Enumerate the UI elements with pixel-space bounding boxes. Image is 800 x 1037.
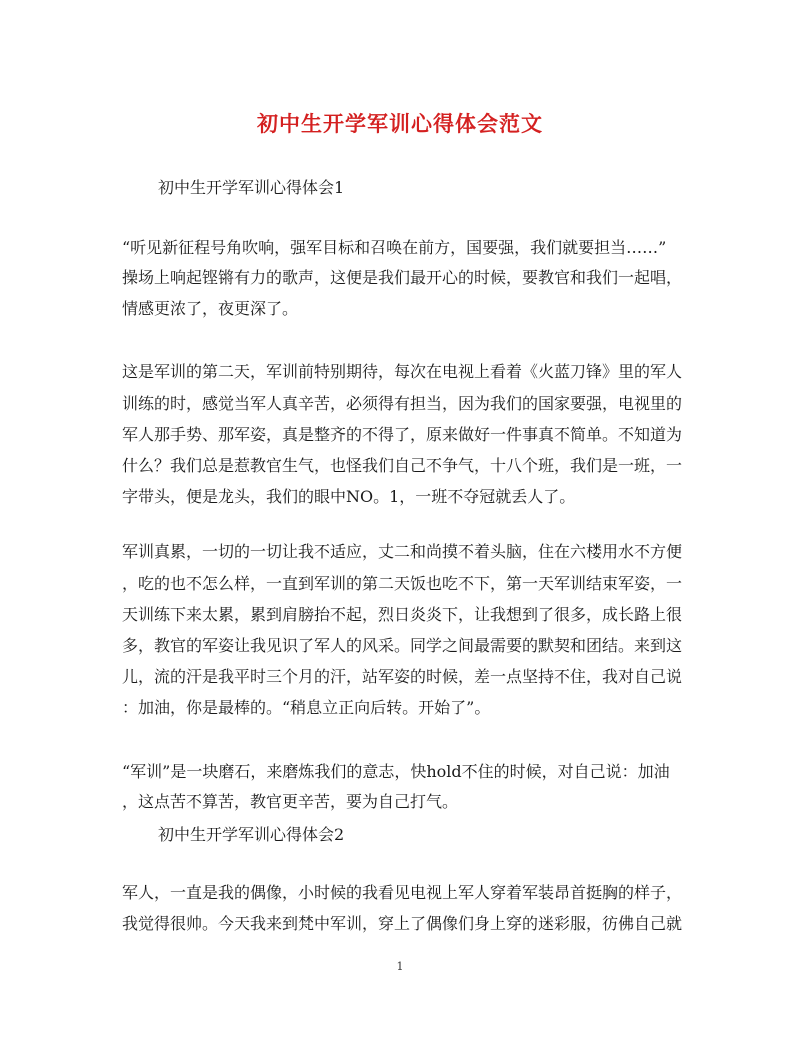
text-line: 训练的时，感觉当军人真辛苦，必须得有担当，因为我们的国家要强，电视里的 <box>122 394 683 413</box>
text-line: 情感更浓了，夜更深了。 <box>122 299 299 318</box>
text-line: 多，教官的军姿让我见识了军人的风采。同学之间最需要的默契和团结。来到这 <box>122 636 683 655</box>
text-line: 儿，流的汗是我平时三个月的汗，站军姿的时候，差一点坚持不住，我对自己说 <box>122 667 683 686</box>
text-line: ，吃的也不怎么样，一直到军训的第二天饭也吃不下，第一天军训结束军姿，一 <box>122 574 683 593</box>
text-line: 字带头，便是龙头，我们的眼中NO。1，一班不夺冠就丢人了。 <box>122 487 576 506</box>
text-line: 这是军训的第二天，军训前特别期待，每次在电视上看着《火蓝刀锋》里的军人 <box>122 362 683 381</box>
text-line: 军人那手势、那军姿，真是整齐的不得了，原来做好一件事真不简单。不知道为 <box>122 425 683 444</box>
section-heading: 初中生开学军训心得体会1 <box>158 178 345 197</box>
text-line: 军训真累，一切的一切让我不适应，丈二和尚摸不着头脑，住在六楼用水不方便 <box>122 542 683 561</box>
text-line: “军训”是一块磨石，来磨炼我们的意志，快hold不住的时候，对自己说：加油 <box>122 762 670 781</box>
text-line: 军人，一直是我的偶像，小时候的我看见电视上军人穿着军装昂首挺胸的样子， <box>122 883 683 902</box>
text-line: 我觉得很帅。今天我来到梵中军训，穿上了偶像们身上穿的迷彩服，彷佛自己就 <box>122 914 683 933</box>
text-line: 什么？我们总是惹教官生气，也怪我们自己不争气，十八个班，我们是一班，一 <box>122 456 683 475</box>
document-title: 初中生开学军训心得体会范文 <box>257 111 543 136</box>
text-line: ：加油，你是最棒的。“稍息立正向后转。开始了”。 <box>122 698 491 717</box>
text-line: 操场上响起铿锵有力的歌声，这便是我们最开心的时候，要教官和我们一起唱， <box>122 268 683 287</box>
text-line: 天训练下来太累，累到肩膀抬不起，烈日炎炎下，让我想到了很多，成长路上很 <box>122 605 683 624</box>
section-heading: 初中生开学军训心得体会2 <box>158 825 345 844</box>
text-line: “听见新征程号角吹响，强军目标和召唤在前方，国要强，我们就要担当……” <box>122 238 667 257</box>
text-line: ，这点苦不算苦，教官更辛苦，要为自己打气。 <box>122 792 459 811</box>
page-number: 1 <box>396 960 404 973</box>
